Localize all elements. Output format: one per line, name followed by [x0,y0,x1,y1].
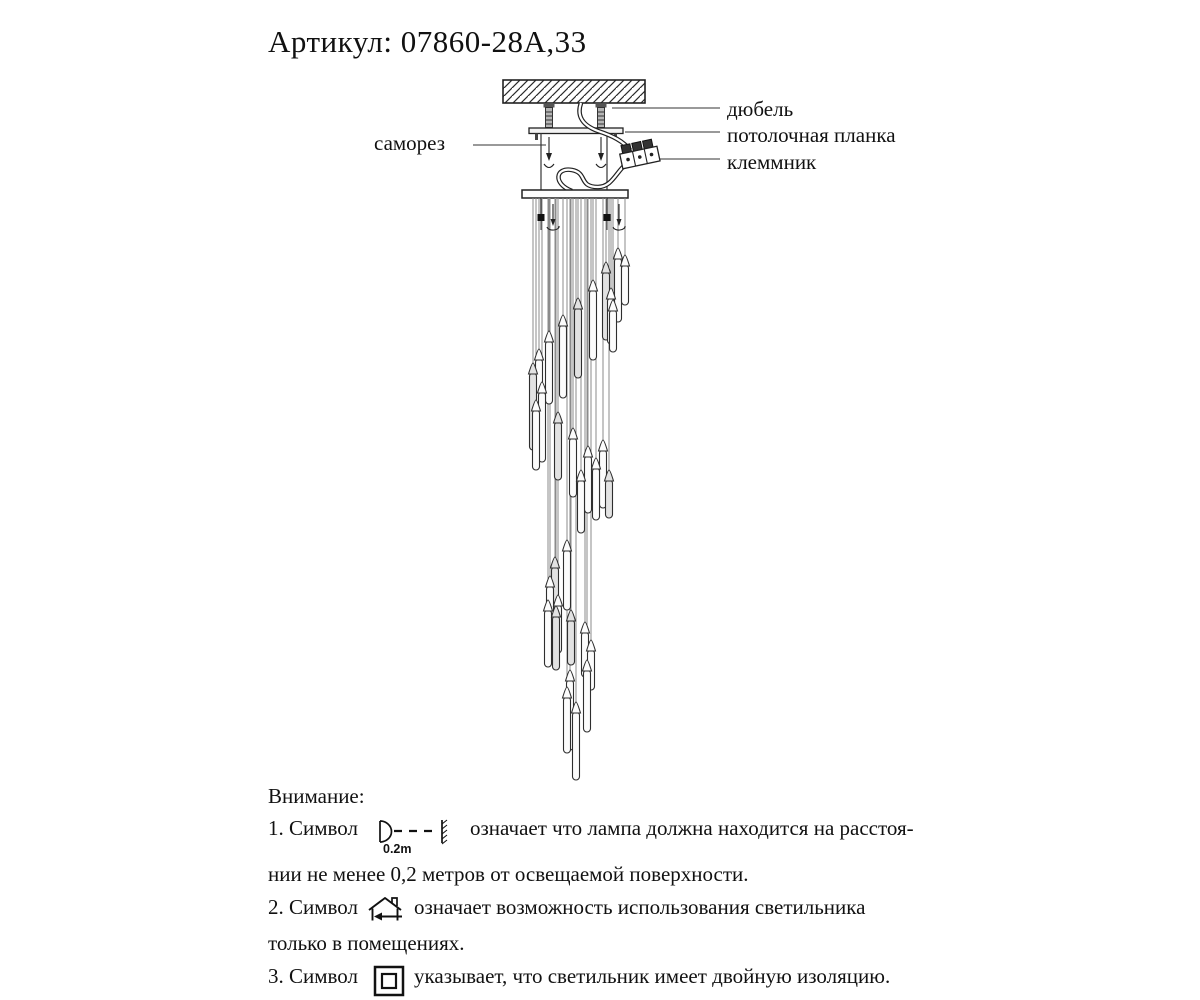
note-1-text: означает что лампа должна находится на расстоя- [470,816,914,840]
note-1-continuation: нии не менее 0,2 метров от освещаемой поверхности. [268,862,749,886]
page-title: Артикул: 07860-28А,33 [268,24,587,59]
canopy-bar [522,190,628,198]
pendant-drop [563,540,572,610]
note-2-prefix: 2. Символ [268,895,359,920]
label-samorez: саморез [374,131,446,155]
pendant-drop [592,458,601,520]
tighten-arrow-right [613,204,625,230]
pendant-drop [572,702,581,780]
dowel-left [544,104,555,128]
note-2-text: означает возможность использования светильника [414,895,866,920]
ceiling-slab [503,80,645,103]
pendant-drop [559,315,568,398]
note-2 [268,895,948,925]
pendant-drop [532,400,541,470]
note-3-prefix: 3. Символ [268,964,359,989]
pendant-drop [577,470,586,533]
screw-arrow-left [544,137,554,168]
pendant-drop [563,687,572,753]
label-dyubel: дюбель [727,97,794,121]
indoor-use-symbol-icon [366,895,406,925]
note-2-continuation: только в помещениях. [268,931,465,956]
distance-value: 0.2m [383,842,412,856]
label-planka: потолочная планка [727,123,896,147]
pendant-drop [567,610,576,665]
note-3-text: указывает, что светильник имеет двойную изоляцию. [414,964,891,989]
notes-heading: Внимание: [268,784,365,808]
warning-notes [268,784,948,1000]
fixture-wire [558,163,627,191]
pendant-drop [589,280,598,360]
pendant-drop [621,255,630,305]
min-distance-symbol-icon [366,816,462,856]
pendant-drop [554,412,563,480]
pendants-layer [529,198,630,780]
double-insulation-symbol-icon [372,964,406,998]
pendant-drop [605,470,614,518]
pendant-drop [609,300,618,352]
screw-arrow-right [596,137,606,168]
mounting-rods [541,134,607,215]
pendant-drop [544,600,553,667]
pendant-drop [583,660,592,732]
note-1-prefix: 1. Символ [268,816,359,840]
note-1 [268,816,948,856]
pendant-drop [569,428,578,497]
note-3 [268,964,948,998]
pendant-drop [574,298,583,378]
dowel-right [596,104,607,128]
plate-tab-left [535,134,538,141]
pendant-drop [552,606,561,670]
label-klemmnik: клеммник [727,150,817,174]
